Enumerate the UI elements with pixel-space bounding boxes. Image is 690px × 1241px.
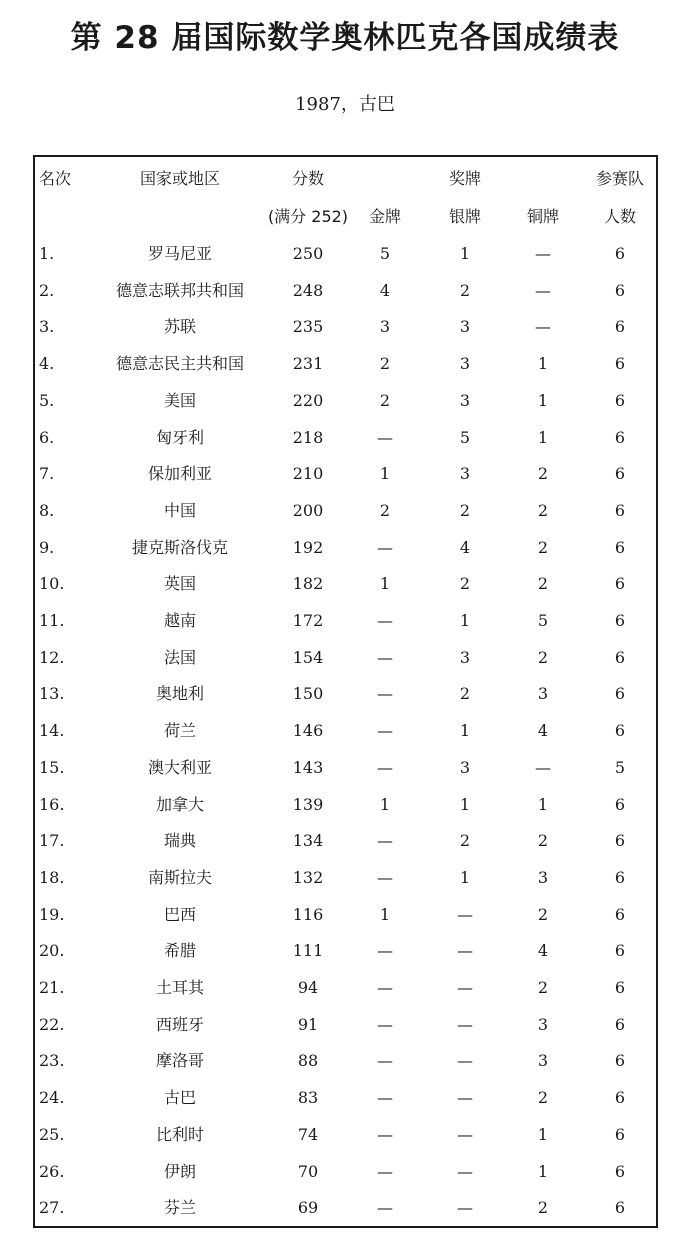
table-cell-score: 139 [292, 795, 324, 814]
table-cell-gold: — [377, 831, 393, 850]
table-cell-country: 古巴 [163, 1088, 196, 1107]
table-cell-score: 134 [292, 831, 324, 850]
table-cell-team: 6 [614, 941, 626, 960]
table-cell-team: 6 [614, 1198, 626, 1217]
table-cell-bronze: 2 [537, 1088, 549, 1107]
table-cell-bronze: — [535, 317, 551, 336]
table-cell-silver: 2 [459, 684, 471, 703]
table-cell-rank: 20. [39, 941, 65, 960]
table-cell-rank: 25. [39, 1125, 65, 1144]
header-gold: 金牌 [368, 207, 401, 226]
header-silver: 银牌 [448, 207, 481, 226]
table-cell-gold: 2 [379, 391, 391, 410]
table-cell-rank: 3. [39, 317, 55, 336]
table-cell-bronze: 3 [537, 868, 549, 887]
table-cell-country: 巴西 [163, 905, 196, 924]
table-cell-silver: 3 [459, 354, 471, 373]
table-cell-bronze: 2 [537, 1198, 549, 1217]
table-cell-score: 69 [297, 1198, 319, 1217]
table-cell-team: 6 [614, 831, 626, 850]
table-cell-bronze: — [535, 281, 551, 300]
header-score: 分数 [291, 169, 324, 188]
table-cell-gold: — [377, 721, 393, 740]
table-cell-bronze: 2 [537, 831, 549, 850]
table-cell-team: 6 [614, 501, 626, 520]
table-cell-country: 保加利亚 [147, 464, 212, 483]
table-cell-silver: 1 [459, 795, 471, 814]
table-cell-gold: — [377, 538, 393, 557]
table-cell-team: 6 [614, 281, 626, 300]
table-cell-score: 192 [292, 538, 324, 557]
table-cell-country: 英国 [163, 574, 196, 593]
table-cell-country: 西班牙 [155, 1015, 204, 1034]
table-cell-gold: — [377, 1088, 393, 1107]
table-cell-score: 218 [292, 428, 324, 447]
table-cell-country: 德意志联邦共和国 [115, 281, 244, 300]
table-cell-score: 248 [292, 281, 324, 300]
table-cell-gold: — [377, 1051, 393, 1070]
table-cell-country: 澳大利亚 [147, 758, 212, 777]
table-cell-silver: — [457, 905, 473, 924]
table-cell-bronze: 2 [537, 574, 549, 593]
table-cell-team: 6 [614, 1088, 626, 1107]
table-cell-rank: 27. [39, 1198, 65, 1217]
table-cell-bronze: 2 [537, 538, 549, 557]
table-cell-bronze: 2 [537, 648, 549, 667]
table-cell-score: 70 [297, 1162, 319, 1181]
table-cell-rank: 6. [39, 428, 55, 447]
table-cell-rank: 11. [39, 611, 65, 630]
table-cell-country: 比利时 [155, 1125, 204, 1144]
table-cell-silver: 3 [459, 464, 471, 483]
table-cell-score: 182 [292, 574, 324, 593]
table-cell-bronze: — [535, 758, 551, 777]
table-cell-silver: 1 [459, 611, 471, 630]
table-cell-bronze: 4 [537, 941, 549, 960]
table-cell-country: 芬兰 [163, 1198, 196, 1217]
table-cell-bronze: 2 [537, 501, 549, 520]
results-table [33, 155, 658, 1228]
table-cell-silver: 2 [459, 574, 471, 593]
table-cell-team: 6 [614, 574, 626, 593]
table-cell-team: 6 [614, 684, 626, 703]
table-cell-silver: — [457, 1125, 473, 1144]
header-team-line2: 人数 [603, 207, 636, 226]
table-cell-silver: 2 [459, 501, 471, 520]
table-cell-score: 231 [292, 354, 324, 373]
table-cell-score: 154 [292, 648, 324, 667]
table-cell-silver: 1 [459, 721, 471, 740]
table-cell-rank: 2. [39, 281, 55, 300]
table-cell-bronze: 1 [537, 428, 549, 447]
table-cell-gold: — [377, 611, 393, 630]
table-cell-gold: — [377, 648, 393, 667]
table-cell-gold: — [377, 941, 393, 960]
table-cell-country: 希腊 [163, 941, 196, 960]
table-cell-score: 94 [297, 978, 319, 997]
table-cell-score: 200 [292, 501, 324, 520]
table-cell-country: 土耳其 [155, 978, 204, 997]
table-cell-score: 150 [292, 684, 324, 703]
table-cell-bronze: 4 [537, 721, 549, 740]
table-cell-country: 瑞典 [163, 831, 196, 850]
table-cell-bronze: 1 [537, 354, 549, 373]
table-cell-gold: 5 [379, 244, 391, 263]
table-cell-gold: — [377, 758, 393, 777]
table-cell-bronze: 3 [537, 1051, 549, 1070]
table-cell-rank: 16. [39, 795, 65, 814]
table-cell-gold: — [377, 1162, 393, 1181]
table-cell-team: 6 [614, 538, 626, 557]
table-cell-rank: 17. [39, 831, 65, 850]
table-cell-bronze: 2 [537, 464, 549, 483]
header-medals: 奖牌 [448, 169, 481, 188]
table-cell-silver: 1 [459, 868, 471, 887]
table-cell-team: 6 [614, 795, 626, 814]
table-cell-team: 6 [614, 428, 626, 447]
table-cell-country: 罗马尼亚 [147, 244, 212, 263]
table-cell-country: 中国 [163, 501, 196, 520]
table-cell-score: 143 [292, 758, 324, 777]
table-cell-gold: — [377, 428, 393, 447]
table-cell-silver: 3 [459, 391, 471, 410]
table-cell-country: 奥地利 [155, 684, 204, 703]
table-cell-silver: 3 [459, 317, 471, 336]
table-cell-gold: 2 [379, 354, 391, 373]
table-cell-team: 6 [614, 611, 626, 630]
table-cell-country: 德意志民主共和国 [115, 354, 244, 373]
table-cell-rank: 4. [39, 354, 55, 373]
table-cell-rank: 22. [39, 1015, 65, 1034]
table-cell-bronze: 3 [537, 684, 549, 703]
table-cell-gold: — [377, 868, 393, 887]
table-cell-country: 南斯拉夫 [147, 868, 212, 887]
table-cell-team: 6 [614, 721, 626, 740]
table-cell-team: 6 [614, 868, 626, 887]
table-cell-bronze: 3 [537, 1015, 549, 1034]
table-cell-score: 88 [297, 1051, 319, 1070]
table-cell-team: 6 [614, 905, 626, 924]
table-cell-rank: 5. [39, 391, 55, 410]
table-cell-gold: 1 [379, 574, 391, 593]
table-cell-team: 6 [614, 648, 626, 667]
header-rank: 名次 [39, 169, 72, 188]
table-cell-score: 116 [292, 905, 324, 924]
table-cell-score: 220 [292, 391, 324, 410]
table-cell-team: 6 [614, 1051, 626, 1070]
header-score-max: (满分 252) [267, 207, 349, 226]
table-cell-team: 6 [614, 1162, 626, 1181]
table-cell-bronze: 5 [537, 611, 549, 630]
table-cell-team: 5 [614, 758, 626, 777]
table-cell-country: 法国 [163, 648, 196, 667]
table-cell-score: 210 [292, 464, 324, 483]
table-cell-rank: 18. [39, 868, 65, 887]
table-cell-silver: 1 [459, 244, 471, 263]
table-cell-bronze: 1 [537, 1162, 549, 1181]
table-cell-rank: 12. [39, 648, 65, 667]
table-cell-rank: 26. [39, 1162, 65, 1181]
table-cell-team: 6 [614, 317, 626, 336]
table-cell-gold: 1 [379, 795, 391, 814]
header-bronze: 铜牌 [526, 207, 559, 226]
table-cell-silver: 2 [459, 281, 471, 300]
table-cell-country: 越南 [163, 611, 196, 630]
table-cell-score: 235 [292, 317, 324, 336]
table-cell-score: 172 [292, 611, 324, 630]
table-cell-bronze: — [535, 244, 551, 263]
table-cell-rank: 15. [39, 758, 65, 777]
table-cell-team: 6 [614, 391, 626, 410]
page-subtitle: 1987，古巴 [295, 94, 395, 115]
table-cell-rank: 14. [39, 721, 65, 740]
header-team-line1: 参赛队 [595, 169, 644, 188]
table-cell-country: 苏联 [163, 317, 196, 336]
table-cell-team: 6 [614, 464, 626, 483]
table-cell-score: 83 [297, 1088, 319, 1107]
table-cell-silver: — [457, 978, 473, 997]
table-cell-score: 250 [292, 244, 324, 263]
table-cell-rank: 21. [39, 978, 65, 997]
table-cell-gold: — [377, 1015, 393, 1034]
table-cell-silver: 2 [459, 831, 471, 850]
table-cell-bronze: 2 [537, 905, 549, 924]
table-cell-rank: 8. [39, 501, 55, 520]
table-cell-silver: — [457, 941, 473, 960]
table-cell-team: 6 [614, 1015, 626, 1034]
table-cell-score: 74 [297, 1125, 319, 1144]
table-cell-country: 匈牙利 [155, 428, 204, 447]
table-cell-rank: 19. [39, 905, 65, 924]
table-cell-gold: — [377, 978, 393, 997]
table-cell-rank: 10. [39, 574, 65, 593]
table-cell-silver: — [457, 1015, 473, 1034]
table-cell-silver: — [457, 1162, 473, 1181]
table-cell-team: 6 [614, 978, 626, 997]
table-cell-team: 6 [614, 244, 626, 263]
table-cell-bronze: 1 [537, 391, 549, 410]
table-cell-gold: 2 [379, 501, 391, 520]
table-cell-country: 摩洛哥 [155, 1051, 204, 1070]
table-cell-score: 111 [292, 941, 324, 960]
table-cell-country: 荷兰 [163, 721, 196, 740]
table-cell-country: 美国 [163, 391, 196, 410]
table-cell-team: 6 [614, 1125, 626, 1144]
table-cell-gold: 1 [379, 905, 391, 924]
table-cell-rank: 7. [39, 464, 55, 483]
table-cell-silver: 4 [459, 538, 471, 557]
table-cell-bronze: 1 [537, 795, 549, 814]
table-cell-team: 6 [614, 354, 626, 373]
table-cell-score: 91 [297, 1015, 319, 1034]
table-cell-bronze: 2 [537, 978, 549, 997]
table-cell-score: 132 [292, 868, 324, 887]
table-cell-country: 伊朗 [163, 1162, 196, 1181]
table-cell-gold: — [377, 1125, 393, 1144]
table-cell-gold: — [377, 684, 393, 703]
table-cell-country: 加拿大 [155, 795, 204, 814]
table-cell-silver: 3 [459, 758, 471, 777]
table-cell-silver: — [457, 1051, 473, 1070]
table-cell-rank: 23. [39, 1051, 65, 1070]
table-cell-rank: 13. [39, 684, 65, 703]
table-cell-rank: 9. [39, 538, 55, 557]
table-cell-bronze: 1 [537, 1125, 549, 1144]
table-cell-silver: 5 [459, 428, 471, 447]
table-cell-country: 捷克斯洛伐克 [131, 538, 228, 557]
table-cell-gold: — [377, 1198, 393, 1217]
table-cell-gold: 1 [379, 464, 391, 483]
table-cell-gold: 3 [379, 317, 391, 336]
table-cell-gold: 4 [379, 281, 391, 300]
table-cell-rank: 1. [39, 244, 55, 263]
table-cell-silver: — [457, 1088, 473, 1107]
page-title: 第 28 届国际数学奥林匹克各国成绩表 [70, 20, 620, 56]
table-cell-score: 146 [292, 721, 324, 740]
header-country: 国家或地区 [139, 169, 220, 188]
table-cell-rank: 24. [39, 1088, 65, 1107]
table-cell-silver: — [457, 1198, 473, 1217]
table-cell-silver: 3 [459, 648, 471, 667]
